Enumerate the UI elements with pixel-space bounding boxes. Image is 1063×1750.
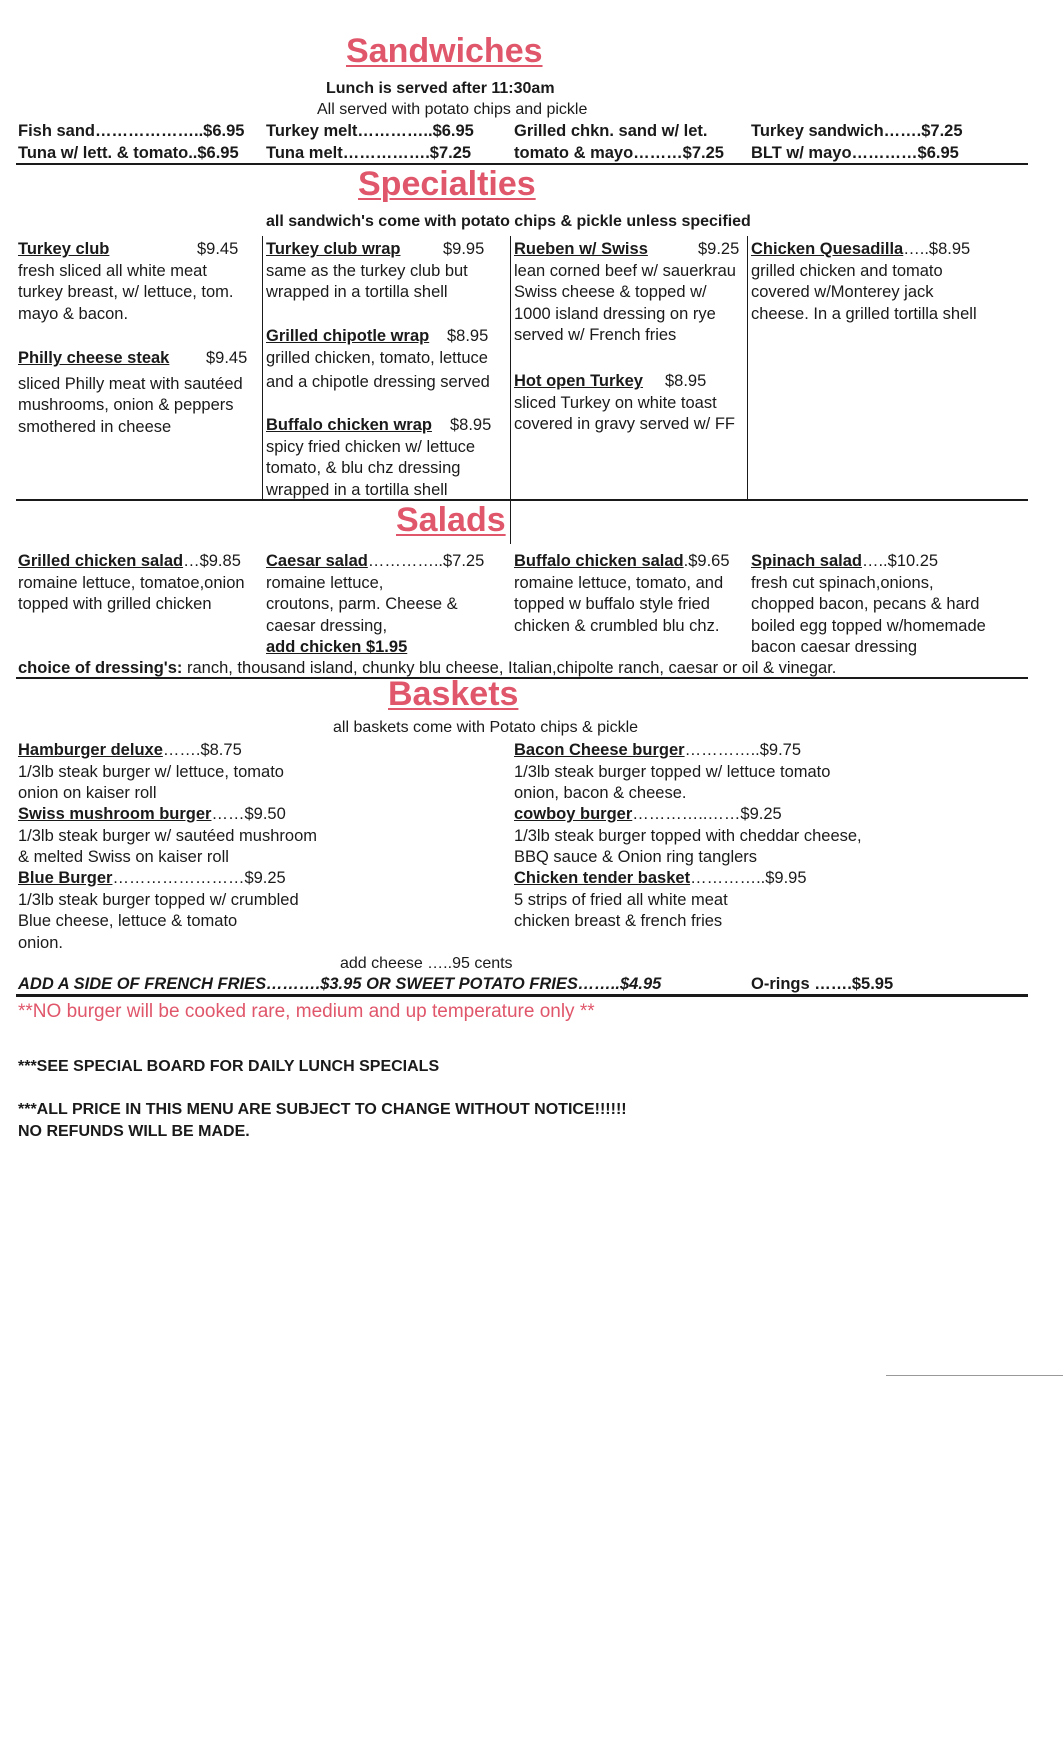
item-name: Chicken tender basket	[514, 869, 691, 887]
item-price: $8.95	[450, 416, 492, 434]
item-desc: romaine lettuce, tomato, and	[514, 573, 724, 592]
item-desc: romaine lettuce, tomatoe,onion	[18, 573, 245, 592]
sandwich-grilled-chicken-cont: tomato & mayo………$7.25	[514, 144, 724, 162]
item-desc: fresh cut spinach,onions,	[751, 573, 934, 592]
refund-note: NO REFUNDS WILL BE MADE.	[18, 1123, 250, 1140]
item-name: Blue Burger	[18, 869, 113, 887]
specialties-note: all sandwich's come with potato chips & pickle unless specified	[266, 213, 751, 230]
item-name: Grilled chipotle wrap	[266, 327, 430, 345]
scan-artifact-line	[886, 1375, 1063, 1376]
item-name: Turkey club	[18, 240, 110, 258]
item-desc: topped with grilled chicken	[18, 595, 212, 613]
item-price: $9.45	[197, 240, 239, 258]
item-name: cowboy burger	[514, 805, 633, 823]
item-desc: turkey breast, w/ lettuce, tom.	[18, 283, 234, 301]
item-desc: croutons, parm. Cheese &	[266, 595, 458, 613]
basket-hamburger-deluxe	[18, 740, 478, 805]
divider	[16, 499, 1028, 501]
item-desc: wrapped in a tortilla shell	[266, 283, 448, 301]
specialty-rueben	[514, 239, 746, 347]
item-desc: covered in gravy served w/ FF	[514, 415, 735, 433]
item-desc: spicy fried chicken w/ lettuce	[266, 437, 476, 456]
item-desc: 1/3lb steak burger w/ sautéed mushroom	[18, 826, 317, 845]
item-desc: 1/3lb steak burger topped w/ crumbled	[18, 890, 299, 909]
basket-swiss-mushroom	[18, 804, 478, 869]
item-desc: romaine lettuce,	[266, 573, 384, 592]
column-divider	[262, 236, 263, 500]
specialty-turkey-club	[18, 239, 258, 325]
item-desc: served w/ French fries	[514, 326, 677, 344]
sandwich-turkey-melt: Turkey melt…………..$6.95	[266, 122, 474, 140]
item-desc: & melted Swiss on kaiser roll	[18, 848, 229, 866]
item-price: ……$9.50	[211, 805, 286, 823]
baskets-title: Baskets	[388, 675, 519, 713]
item-name: Buffalo chicken salad	[514, 552, 684, 570]
item-name: Chicken Quesadilla	[751, 240, 904, 258]
item-name: Grilled chicken salad	[18, 552, 184, 570]
sandwiches-title: Sandwiches	[346, 32, 543, 70]
sides-orings: O-rings …….$5.95	[751, 975, 894, 993]
item-price: …………..$9.95	[690, 869, 807, 887]
item-desc: topped w buffalo style fried	[514, 595, 710, 613]
item-desc: 1000 island dressing on rye	[514, 304, 716, 323]
sandwiches-lunch-note: Lunch is served after 11:30am	[326, 80, 555, 97]
salad-grilled-chicken	[18, 551, 268, 616]
item-desc: caesar dressing,	[266, 616, 388, 635]
specialties-title: Specialties	[358, 165, 536, 203]
sandwich-fish: Fish sand………………..$6.95	[18, 122, 245, 140]
item-price: …..$10.25	[861, 552, 939, 570]
sandwich-blt: BLT w/ mayo…………$6.95	[751, 144, 959, 162]
dressing-label: choice of dressing's:	[18, 659, 183, 677]
item-desc: chicken & crumbled blu chz.	[514, 616, 720, 635]
item-desc: chopped bacon, pecans & hard	[751, 595, 980, 613]
specialty-turkey-wrap	[266, 239, 506, 304]
item-desc: chicken breast & french fries	[514, 912, 723, 930]
item-desc: 1/3lb steak burger topped w/ lettuce tomato	[514, 762, 831, 781]
item-name: Hamburger deluxe	[18, 741, 163, 759]
salads-title: Salads	[396, 501, 506, 539]
item-desc: sliced Turkey on white toast	[514, 393, 717, 412]
item-desc: and a chipotle dressing served	[266, 373, 490, 391]
item-name: Turkey club wrap	[266, 240, 401, 258]
add-cheese-note: add cheese …..95 cents	[340, 955, 513, 972]
item-name: Buffalo chicken wrap	[266, 416, 432, 434]
item-desc: mushrooms, onion & peppers	[18, 396, 234, 414]
item-desc: boiled egg topped w/homemade	[751, 616, 986, 635]
sides-fries: ADD A SIDE OF FRENCH FRIES……….$3.95 OR SWEET POTATO FRIES……..$4.95	[18, 975, 662, 993]
specialty-quesadilla	[751, 239, 1031, 325]
specialty-hot-turkey	[514, 371, 746, 436]
item-desc: 5 strips of fried all white meat	[514, 890, 728, 909]
item-desc: Blue cheese, lettuce & tomato	[18, 912, 238, 930]
item-price: $9.25	[698, 240, 740, 258]
item-desc: bacon caesar dressing	[751, 638, 918, 656]
item-name: Swiss mushroom burger	[18, 805, 212, 823]
item-desc: onion, bacon & cheese.	[514, 784, 687, 802]
item-price: $9.45	[206, 349, 248, 367]
item-desc: 1/3lb steak burger topped with cheddar cheese,	[514, 826, 862, 845]
item-price: $8.95	[665, 372, 707, 390]
item-name: Spinach salad	[751, 552, 862, 570]
basket-blue-burger	[18, 868, 478, 954]
divider	[16, 677, 1028, 679]
sandwich-turkey: Turkey sandwich…….$7.25	[751, 122, 963, 140]
specialty-philly	[18, 348, 258, 438]
item-desc: smothered in cheese	[18, 417, 172, 436]
dressing-list: ranch, thousand island, chunky blu cheese, Italian,chipolte ranch, caesar or oil & vinegar.	[186, 659, 837, 677]
item-price: …………..$7.25	[367, 552, 485, 570]
item-price: …………..$9.75	[684, 741, 802, 759]
baskets-note: all baskets come with Potato chips & pickle	[333, 719, 639, 736]
salad-buffalo-chicken	[514, 551, 754, 637]
column-divider	[510, 236, 511, 544]
salad-caesar	[266, 551, 516, 659]
item-desc: sliced Philly meat with sautéed	[18, 374, 243, 393]
item-desc: grilled chicken, tomato, lettuce	[266, 348, 488, 367]
sandwiches-served-note: All served with potato chips and pickle	[317, 101, 588, 118]
item-desc: mayo & bacon.	[18, 304, 129, 323]
item-desc: covered w/Monterey jack	[751, 283, 934, 301]
basket-bacon-cheese	[514, 740, 1014, 805]
burger-temperature-warning: **NO burger will be cooked rare, medium and up temperature only **	[18, 1001, 595, 1022]
add-chicken-option: add chicken $1.95	[266, 638, 408, 656]
item-desc: BBQ sauce & Onion ring tanglers	[514, 848, 758, 866]
item-name: Bacon Cheese burger	[514, 741, 685, 759]
item-desc: onion.	[18, 933, 63, 952]
item-price: $8.95	[447, 327, 489, 345]
divider	[16, 994, 1028, 997]
item-name: Hot open Turkey	[514, 372, 643, 390]
sandwich-tuna: Tuna w/ lett. & tomato..$6.95	[18, 144, 239, 162]
sandwich-grilled-chicken: Grilled chkn. sand w/ let.	[514, 122, 708, 140]
item-price: .$9.65	[683, 552, 730, 570]
item-price: …….$8.75	[162, 741, 242, 759]
item-desc: lean corned beef w/ sauerkrau	[514, 261, 736, 280]
specialty-buffalo-wrap	[266, 415, 506, 501]
item-desc: fresh sliced all white meat	[18, 261, 207, 280]
item-name: Philly cheese steak	[18, 349, 170, 367]
item-desc: cheese. In a grilled tortilla shell	[751, 304, 977, 323]
item-desc: same as the turkey club but	[266, 261, 468, 280]
specialty-chipotle-wrap	[266, 326, 506, 394]
item-price: $9.95	[443, 240, 485, 258]
item-price: ……………………$9.25	[112, 869, 286, 887]
item-price: …$9.85	[183, 552, 241, 570]
basket-cowboy-burger	[514, 804, 1014, 869]
item-desc: wrapped in a tortilla shell	[266, 480, 448, 499]
item-desc: grilled chicken and tomato	[751, 261, 943, 280]
price-change-note: ***ALL PRICE IN THIS MENU ARE SUBJECT TO CHANGE WITHOUT NOTICE!!!!!!	[18, 1101, 627, 1118]
item-name: Caesar salad	[266, 552, 368, 570]
item-price: …..$8.95	[903, 240, 971, 258]
item-desc: tomato, & blu chz dressing	[266, 459, 461, 477]
sandwich-tuna-melt: Tuna melt…………….$7.25	[266, 144, 472, 162]
basket-chicken-tender	[514, 868, 1014, 933]
item-desc: onion on kaiser roll	[18, 784, 157, 802]
column-divider	[747, 236, 748, 500]
item-price: …………..……$9.25	[632, 805, 782, 823]
salad-spinach	[751, 551, 1031, 659]
daily-specials-note: ***SEE SPECIAL BOARD FOR DAILY LUNCH SPECIALS	[18, 1058, 440, 1075]
item-desc: 1/3lb steak burger w/ lettuce, tomato	[18, 762, 284, 781]
item-desc: Swiss cheese & topped w/	[514, 283, 707, 301]
item-name: Rueben w/ Swiss	[514, 240, 648, 258]
